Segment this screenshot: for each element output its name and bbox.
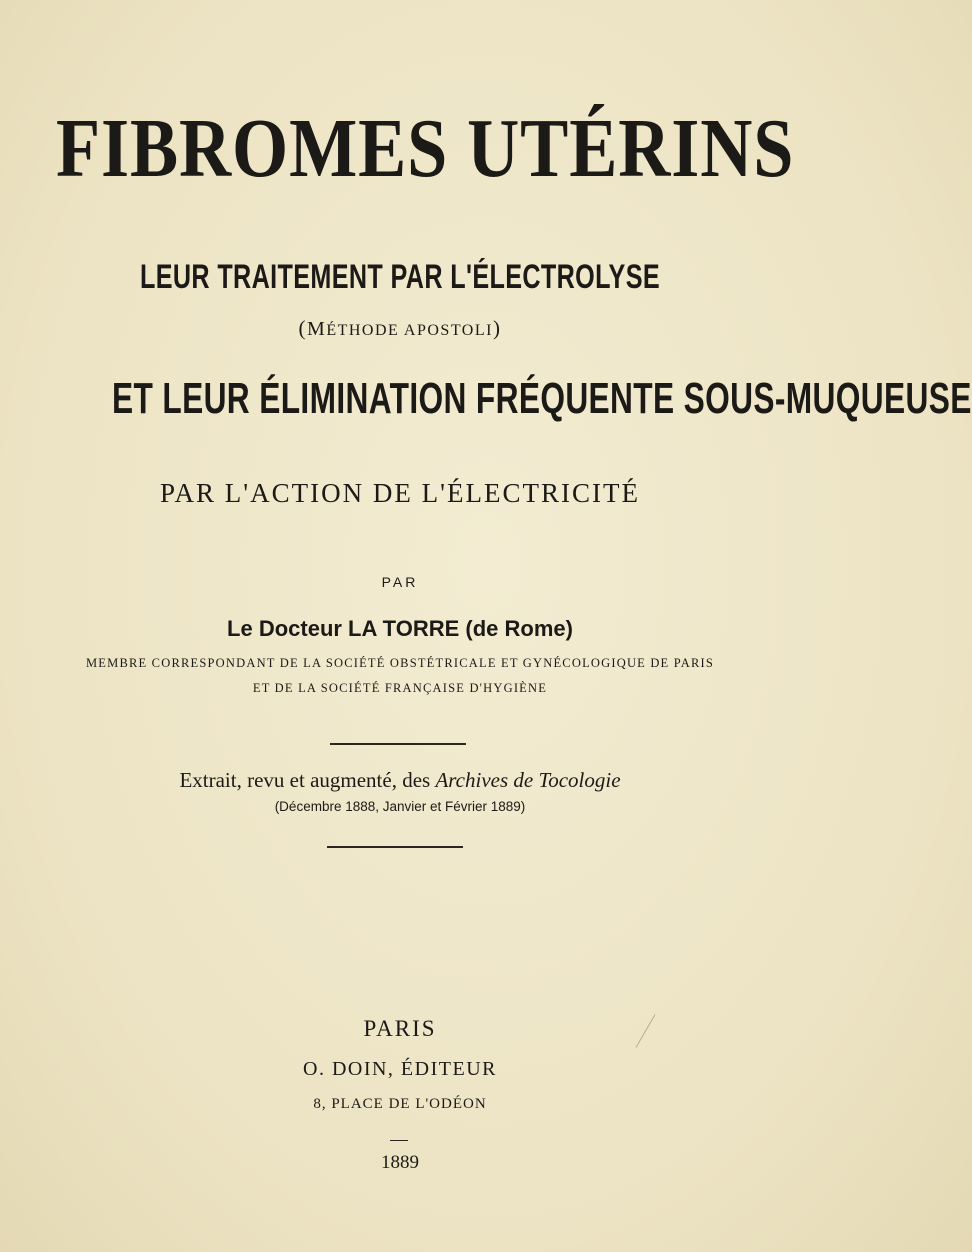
- imprint-dash: [390, 1140, 408, 1141]
- tertiary-heading: PAR L'ACTION DE L'ÉLECTRICITÉ: [160, 478, 640, 508]
- issue-dates: (Décembre 1888, Janvier et Février 1889): [274, 799, 526, 814]
- membership-line-2: ET DE LA SOCIÉTÉ FRANÇAISE D'HYGIÈNE: [252, 681, 548, 695]
- method-close-paren: ): [492, 316, 502, 340]
- membership-line-1: MEMBRE CORRESPONDANT DE LA SOCIÉTÉ OBSTÉTRICALE ET GYNÉCOLOGIQUE DE PARIS: [85, 656, 715, 670]
- method-first-letter: M: [307, 318, 327, 340]
- extract-text: Extrait, revu et augmenté, des: [179, 768, 436, 792]
- imprint-address: 8, PLACE DE L'ODÉON: [313, 1096, 487, 1112]
- book-title: FIBROMES UTÉRINS: [56, 102, 795, 195]
- imprint-publisher: O. DOIN, ÉDITEUR: [303, 1058, 497, 1080]
- journal-name: Archives de Tocologie: [435, 768, 621, 792]
- extract-note: [0, 768, 800, 793]
- book-subtitle: LEUR TRAITEMENT PAR L'ÉLECTROLYSE: [139, 258, 661, 296]
- divider-bottom: [327, 846, 463, 848]
- method-note: [0, 316, 800, 341]
- secondary-heading: ET LEUR ÉLIMINATION FRÉQUENTE SOUS-MUQUEUSE: [112, 374, 972, 423]
- author-name: Le Docteur LA TORRE (de Rome): [227, 616, 573, 641]
- divider-top: [330, 743, 466, 745]
- imprint-year: 1889: [381, 1152, 419, 1173]
- imprint-city: PARIS: [363, 1016, 437, 1041]
- method-text: ÉTHODE APOSTOLI: [326, 322, 493, 339]
- by-label: PAR: [381, 574, 419, 590]
- method-open-paren: (: [298, 316, 308, 340]
